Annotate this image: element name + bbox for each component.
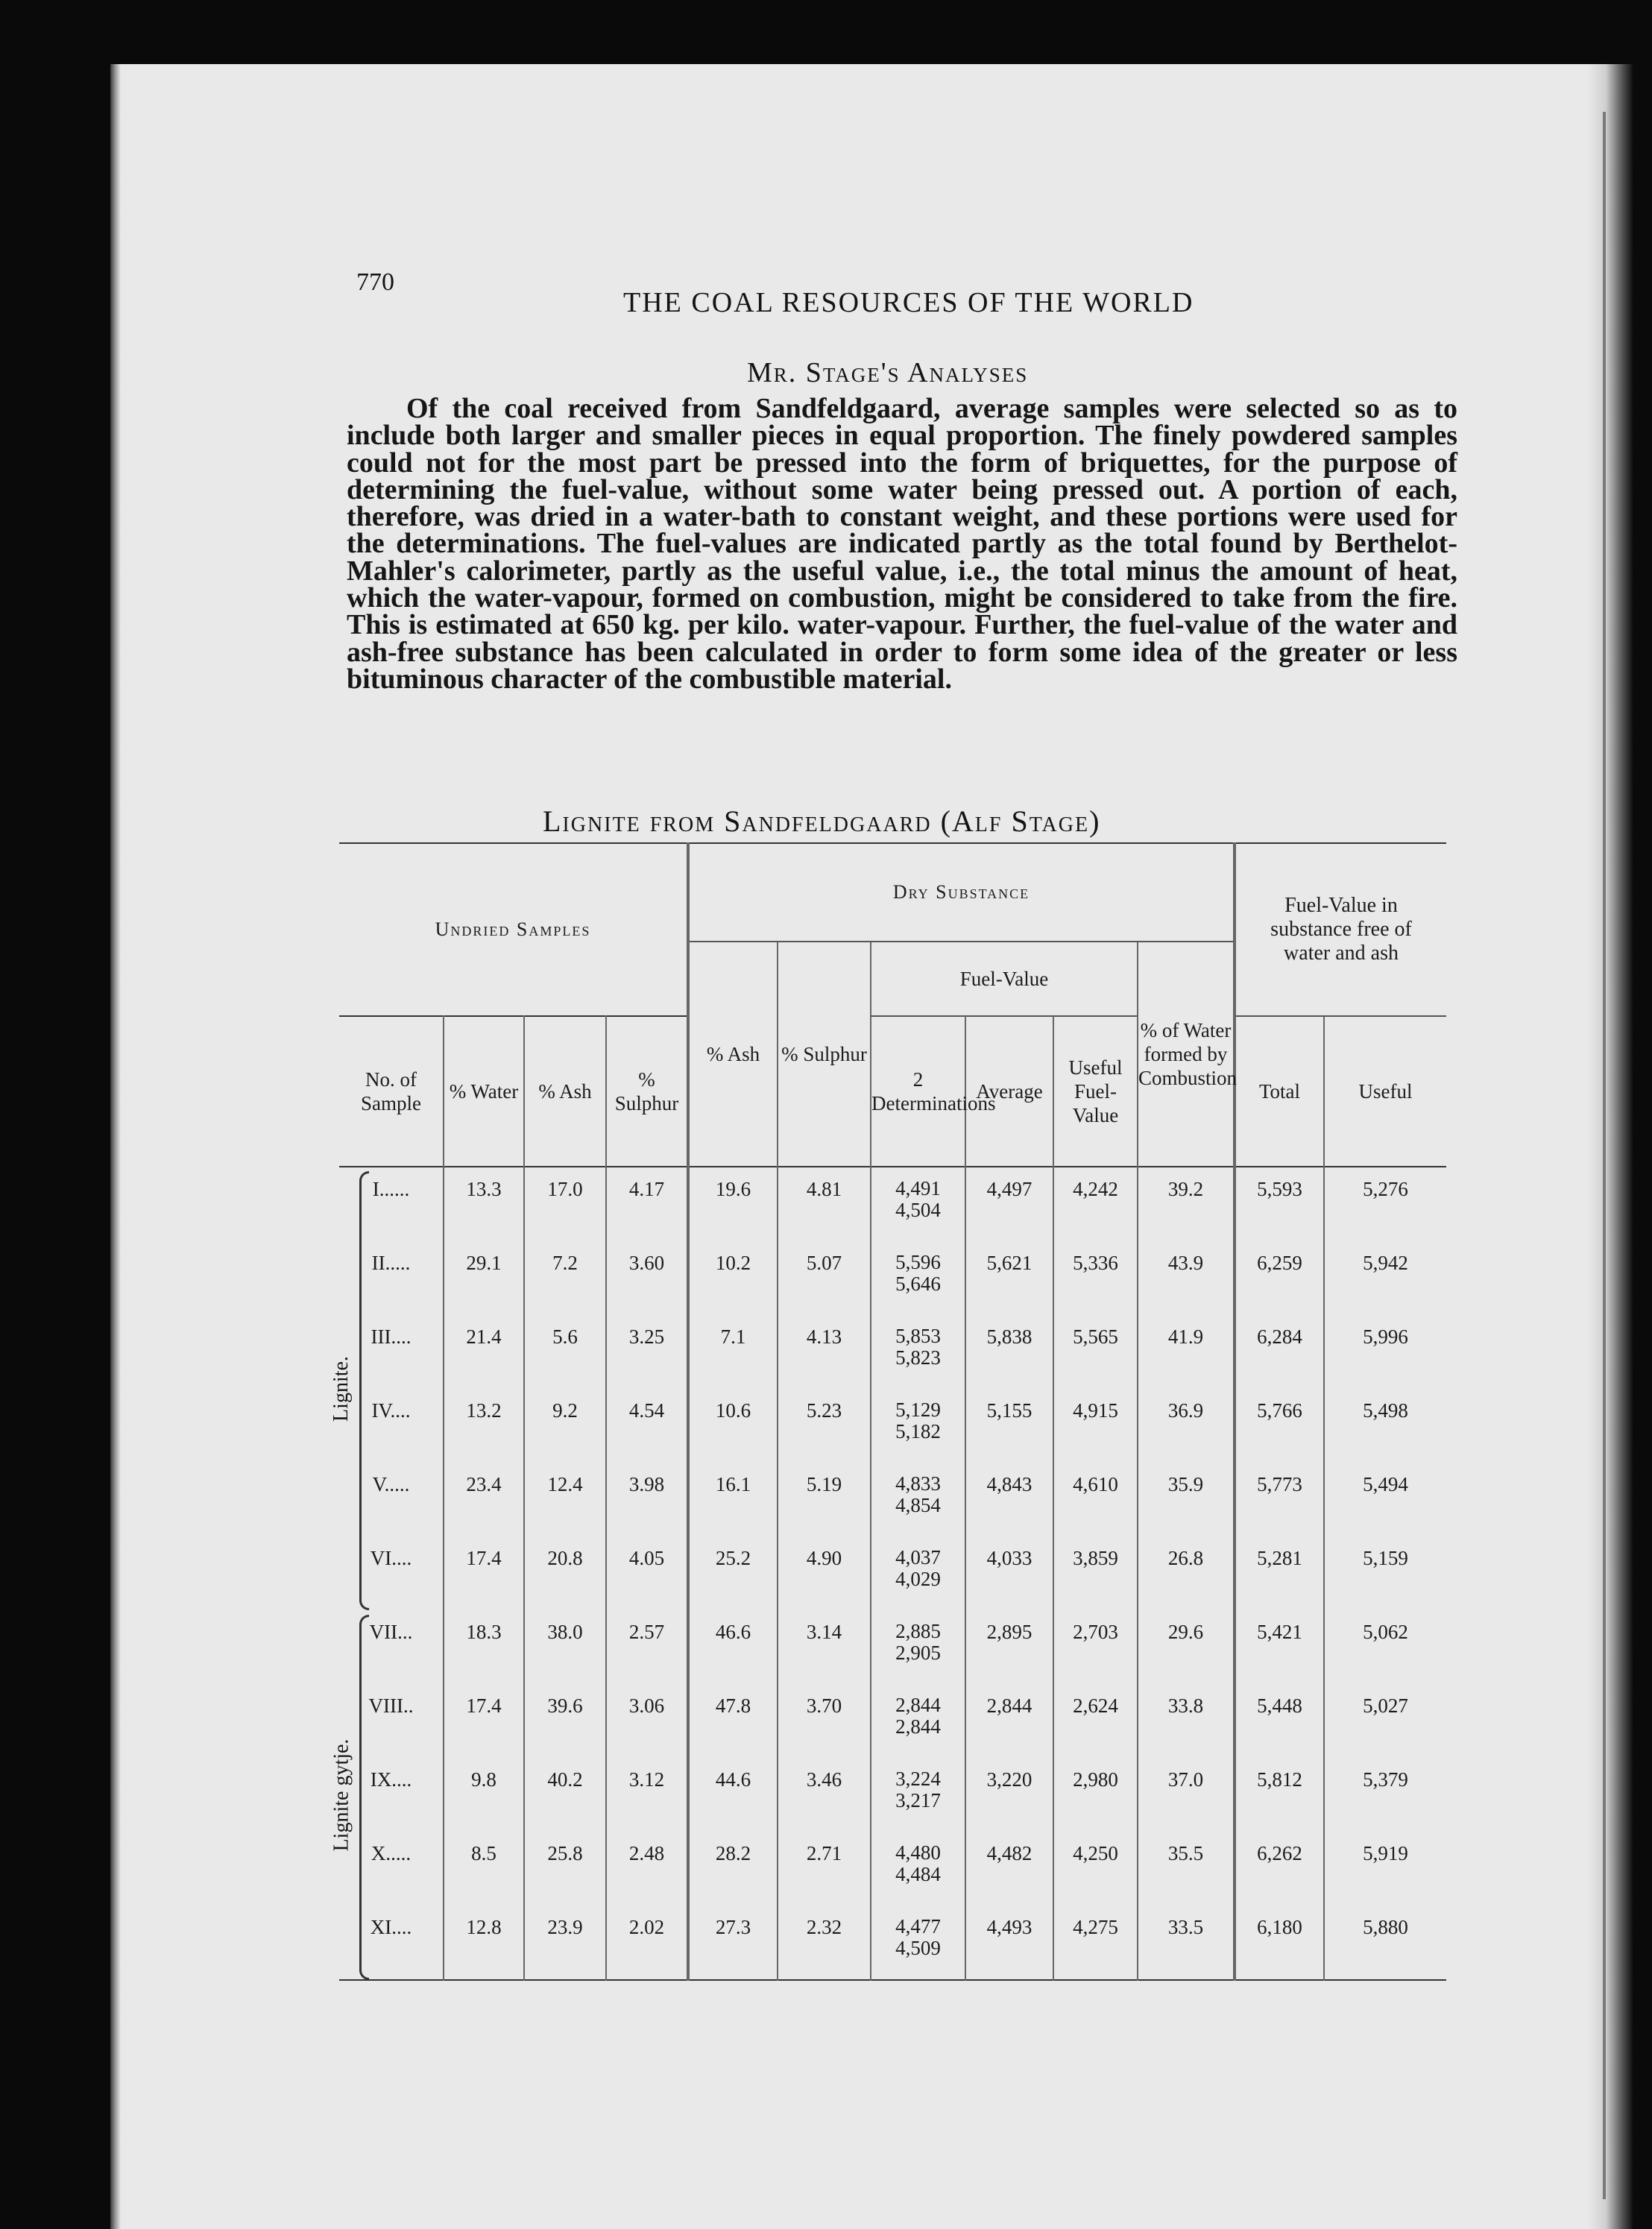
water-formed-cell: 36.9 bbox=[1138, 1389, 1235, 1463]
determination-1: 5,596 bbox=[895, 1251, 941, 1273]
table-body bbox=[339, 1167, 1446, 1980]
group-label-lignite: Lignite. bbox=[329, 1355, 353, 1422]
determination-2: 2,905 bbox=[895, 1642, 941, 1664]
dry-sulphur-header: % Sulphur bbox=[778, 942, 871, 1167]
sulphur-header: % Sulphur bbox=[606, 1016, 688, 1167]
water-formed-cell: 33.5 bbox=[1138, 1905, 1235, 1980]
table-row bbox=[339, 1905, 1446, 1980]
table-row bbox=[339, 1315, 1446, 1389]
analysis-table bbox=[339, 842, 1446, 1981]
dry-ash-cell: 7.1 bbox=[688, 1315, 778, 1389]
water-formed-cell: 39.2 bbox=[1138, 1167, 1235, 1241]
average-cell: 4,482 bbox=[965, 1832, 1053, 1905]
determinations-cell bbox=[871, 1241, 965, 1315]
total-cell: 5,766 bbox=[1235, 1389, 1324, 1463]
table-row bbox=[339, 1536, 1446, 1610]
water-cell: 23.4 bbox=[444, 1463, 524, 1536]
average-cell: 5,621 bbox=[965, 1241, 1053, 1315]
table-row bbox=[339, 1389, 1446, 1463]
average-cell: 3,220 bbox=[965, 1758, 1053, 1832]
determination-2: 5,182 bbox=[895, 1420, 941, 1443]
useful-cell: 5,880 bbox=[1324, 1905, 1446, 1980]
sulphur-cell: 3.98 bbox=[606, 1463, 688, 1536]
undried-samples-header: Undried Samples bbox=[435, 918, 591, 940]
average-cell: 4,843 bbox=[965, 1463, 1053, 1536]
water-cell: 29.1 bbox=[444, 1241, 524, 1315]
determination-1: 4,491 bbox=[895, 1177, 941, 1199]
determinations-cell bbox=[871, 1167, 965, 1241]
determination-2: 4,029 bbox=[895, 1568, 941, 1590]
water-header: % Water bbox=[444, 1016, 524, 1167]
useful-cell: 5,919 bbox=[1324, 1832, 1446, 1905]
water-formed-cell: 37.0 bbox=[1138, 1758, 1235, 1832]
water-cell: 12.8 bbox=[444, 1905, 524, 1980]
useful-fuel-value-cell: 2,624 bbox=[1053, 1684, 1138, 1758]
sample-number-cell: XI.... bbox=[370, 1916, 412, 1938]
sulphur-cell: 4.05 bbox=[606, 1536, 688, 1610]
ash-cell: 40.2 bbox=[524, 1758, 606, 1832]
dry-ash-cell: 47.8 bbox=[688, 1684, 778, 1758]
dry-sulphur-cell: 4.81 bbox=[778, 1167, 871, 1241]
water-cell: 8.5 bbox=[444, 1832, 524, 1905]
book-spine bbox=[1603, 112, 1606, 2199]
dry-ash-cell: 10.2 bbox=[688, 1241, 778, 1315]
useful-fuel-value-cell: 4,250 bbox=[1053, 1832, 1138, 1905]
dry-sulphur-cell: 5.23 bbox=[778, 1389, 871, 1463]
useful-cell: 5,942 bbox=[1324, 1241, 1446, 1315]
sulphur-cell: 4.17 bbox=[606, 1167, 688, 1241]
determination-2: 4,509 bbox=[895, 1937, 941, 1959]
determination-2: 4,484 bbox=[895, 1863, 941, 1885]
useful-fuel-value-cell: 3,859 bbox=[1053, 1536, 1138, 1610]
table-title: Lignite from Sandfeldgaard (Alf Stage) bbox=[543, 804, 1101, 838]
water-formed-cell: 43.9 bbox=[1138, 1241, 1235, 1315]
water-cell: 17.4 bbox=[444, 1536, 524, 1610]
total-cell: 6,180 bbox=[1235, 1905, 1324, 1980]
determination-1: 3,224 bbox=[895, 1768, 941, 1790]
table-row bbox=[339, 1832, 1446, 1905]
determination-1: 5,129 bbox=[895, 1399, 941, 1421]
section-heading: Mr. Stage's Analyses bbox=[747, 357, 1029, 388]
sample-number-cell: VIII.. bbox=[368, 1694, 414, 1717]
useful-cell: 5,027 bbox=[1324, 1684, 1446, 1758]
determination-2: 5,823 bbox=[895, 1346, 941, 1369]
dry-sulphur-cell: 5.07 bbox=[778, 1241, 871, 1315]
dry-sulphur-cell: 3.70 bbox=[778, 1684, 871, 1758]
determinations-cell bbox=[871, 1758, 965, 1832]
determination-1: 4,477 bbox=[895, 1915, 941, 1938]
determinations-cell bbox=[871, 1684, 965, 1758]
average-cell: 4,493 bbox=[965, 1905, 1053, 1980]
determinations-cell bbox=[871, 1610, 965, 1684]
determinations-cell bbox=[871, 1463, 965, 1536]
sulphur-cell: 2.57 bbox=[606, 1610, 688, 1684]
total-cell: 5,593 bbox=[1235, 1167, 1324, 1241]
useful-header: Useful bbox=[1324, 1016, 1446, 1167]
dry-sulphur-cell: 3.14 bbox=[778, 1610, 871, 1684]
determination-2: 5,646 bbox=[895, 1273, 941, 1295]
page-left-edge bbox=[110, 64, 121, 2229]
table-row bbox=[339, 1167, 1446, 1241]
dry-ash-cell: 28.2 bbox=[688, 1832, 778, 1905]
dry-ash-cell: 19.6 bbox=[688, 1167, 778, 1241]
determination-1: 2,885 bbox=[895, 1620, 941, 1642]
dry-sulphur-cell: 2.32 bbox=[778, 1905, 871, 1980]
sample-number-cell: III.... bbox=[371, 1325, 412, 1348]
total-cell: 6,284 bbox=[1235, 1315, 1324, 1389]
average-cell: 4,033 bbox=[965, 1536, 1053, 1610]
sample-number-cell: IX.... bbox=[370, 1768, 412, 1791]
average-cell: 5,155 bbox=[965, 1389, 1053, 1463]
useful-fuel-value-cell: 4,915 bbox=[1053, 1389, 1138, 1463]
body-paragraph: Of the coal received from Sandfeldgaard, average samples were selected so as to include both larger and smaller pieces in equal proportion. The finely powdered samples could not for the most part be pressed into the form of briquettes, for the purpose of determining the fuel-value, without some water being pressed out. A portion of each, therefore, was dried in a water-bath to constant weight, and these portions were used for the determinations. The fuel-values are indicated partly as the total found by Berthelot-Mahler's calorimeter, partly as the useful value, i.e., the total minus the amount of heat, which the water-vapour, formed on combustion, might be considered to take from the fire. This is estimated at 650 kg. per kilo. water-vapour. Further, the fuel-value of the water and ash-free substance has been calculated in order to form some idea of the greater or less bituminous character of the combustible material. bbox=[347, 393, 1457, 695]
table-row bbox=[339, 1684, 1446, 1758]
ash-cell: 12.4 bbox=[524, 1463, 606, 1536]
water-formed-cell: 41.9 bbox=[1138, 1315, 1235, 1389]
average-cell: 2,895 bbox=[965, 1610, 1053, 1684]
water-formed-cell: 33.8 bbox=[1138, 1684, 1235, 1758]
sulphur-cell: 3.25 bbox=[606, 1315, 688, 1389]
sample-number-cell: I...... bbox=[372, 1178, 410, 1200]
table-row bbox=[339, 1241, 1446, 1315]
ash-cell: 25.8 bbox=[524, 1832, 606, 1905]
dry-ash-header: % Ash bbox=[688, 942, 778, 1167]
sulphur-cell: 2.02 bbox=[606, 1905, 688, 1980]
ash-cell: 39.6 bbox=[524, 1684, 606, 1758]
useful-fuel-value-cell: 4,610 bbox=[1053, 1463, 1138, 1536]
determination-1: 4,037 bbox=[895, 1546, 941, 1569]
dry-ash-cell: 25.2 bbox=[688, 1536, 778, 1610]
table-header bbox=[339, 843, 1446, 1167]
determination-1: 4,480 bbox=[895, 1841, 941, 1864]
ash-cell: 20.8 bbox=[524, 1536, 606, 1610]
group-brace bbox=[359, 1171, 369, 1610]
water-formed-cell: 35.5 bbox=[1138, 1832, 1235, 1905]
dry-ash-cell: 27.3 bbox=[688, 1905, 778, 1980]
water-formed-cell: 35.9 bbox=[1138, 1463, 1235, 1536]
useful-fuel-value-cell: 4,242 bbox=[1053, 1167, 1138, 1241]
useful-fuel-value-header: Useful Fuel-Value bbox=[1053, 1016, 1138, 1167]
average-header: Average bbox=[965, 1016, 1053, 1167]
sample-number-cell: VII... bbox=[369, 1621, 413, 1643]
useful-cell: 5,159 bbox=[1324, 1536, 1446, 1610]
dry-substance-header: Dry Substance bbox=[688, 843, 1235, 942]
water-formed-cell: 29.6 bbox=[1138, 1610, 1235, 1684]
useful-fuel-value-cell: 2,980 bbox=[1053, 1758, 1138, 1832]
dry-sulphur-cell: 4.13 bbox=[778, 1315, 871, 1389]
ash-cell: 7.2 bbox=[524, 1241, 606, 1315]
dry-sulphur-cell: 2.71 bbox=[778, 1832, 871, 1905]
sulphur-cell: 2.48 bbox=[606, 1832, 688, 1905]
dry-ash-cell: 16.1 bbox=[688, 1463, 778, 1536]
group-label-lignite-gytje: Lignite gytje. bbox=[329, 1738, 353, 1852]
page-number: 770 bbox=[356, 268, 394, 296]
useful-cell: 5,379 bbox=[1324, 1758, 1446, 1832]
sample-number-cell: IV.... bbox=[371, 1399, 411, 1422]
determination-2: 2,844 bbox=[895, 1715, 941, 1738]
table-row bbox=[339, 1758, 1446, 1832]
useful-cell: 5,996 bbox=[1324, 1315, 1446, 1389]
group-brace bbox=[359, 1615, 369, 1980]
determinations-cell bbox=[871, 1536, 965, 1610]
fuel-value-header: Fuel-Value bbox=[871, 942, 1138, 1016]
dry-sulphur-cell: 5.19 bbox=[778, 1463, 871, 1536]
table-row bbox=[339, 1610, 1446, 1684]
sample-number-cell: II..... bbox=[371, 1252, 411, 1274]
dry-sulphur-cell: 4.90 bbox=[778, 1536, 871, 1610]
ash-header: % Ash bbox=[524, 1016, 606, 1167]
sulphur-cell: 4.54 bbox=[606, 1389, 688, 1463]
sample-number-cell: X..... bbox=[371, 1842, 412, 1864]
ash-cell: 5.6 bbox=[524, 1315, 606, 1389]
useful-fuel-value-cell: 5,565 bbox=[1053, 1315, 1138, 1389]
determination-1: 2,844 bbox=[895, 1694, 941, 1716]
ash-cell: 23.9 bbox=[524, 1905, 606, 1980]
ash-cell: 17.0 bbox=[524, 1167, 606, 1241]
determination-1: 4,833 bbox=[895, 1472, 941, 1495]
water-cell: 9.8 bbox=[444, 1758, 524, 1832]
total-cell: 5,812 bbox=[1235, 1758, 1324, 1832]
sample-number-cell: VI.... bbox=[370, 1547, 412, 1569]
useful-cell: 5,062 bbox=[1324, 1610, 1446, 1684]
dry-ash-cell: 44.6 bbox=[688, 1758, 778, 1832]
dry-ash-cell: 46.6 bbox=[688, 1610, 778, 1684]
ash-cell: 38.0 bbox=[524, 1610, 606, 1684]
determinations-header: 2 Determinations bbox=[871, 1016, 965, 1167]
useful-fuel-value-cell: 4,275 bbox=[1053, 1905, 1138, 1980]
total-cell: 6,259 bbox=[1235, 1241, 1324, 1315]
useful-fuel-value-cell: 2,703 bbox=[1053, 1610, 1138, 1684]
dry-sulphur-cell: 3.46 bbox=[778, 1758, 871, 1832]
sulphur-cell: 3.12 bbox=[606, 1758, 688, 1832]
determinations-cell bbox=[871, 1389, 965, 1463]
useful-cell: 5,276 bbox=[1324, 1167, 1446, 1241]
water-cell: 18.3 bbox=[444, 1610, 524, 1684]
water-cell: 17.4 bbox=[444, 1684, 524, 1758]
total-cell: 6,262 bbox=[1235, 1832, 1324, 1905]
water-cell: 21.4 bbox=[444, 1315, 524, 1389]
water-formed-cell: 26.8 bbox=[1138, 1536, 1235, 1610]
ash-free-fuel-value-header: Fuel-Value in substance free of water and ash bbox=[1235, 843, 1446, 1016]
determinations-cell bbox=[871, 1905, 965, 1980]
determinations-cell bbox=[871, 1315, 965, 1389]
sulphur-cell: 3.60 bbox=[606, 1241, 688, 1315]
water-cell: 13.2 bbox=[444, 1389, 524, 1463]
average-cell: 5,838 bbox=[965, 1315, 1053, 1389]
determinations-cell bbox=[871, 1832, 965, 1905]
ash-cell: 9.2 bbox=[524, 1389, 606, 1463]
water-cell: 13.3 bbox=[444, 1167, 524, 1241]
total-header: Total bbox=[1235, 1016, 1324, 1167]
average-cell: 2,844 bbox=[965, 1684, 1053, 1758]
running-head: THE COAL RESOURCES OF THE WORLD bbox=[623, 287, 1194, 318]
determination-2: 3,217 bbox=[895, 1789, 941, 1812]
determination-2: 4,504 bbox=[895, 1199, 941, 1221]
table-row bbox=[339, 1463, 1446, 1536]
useful-cell: 5,498 bbox=[1324, 1389, 1446, 1463]
determination-1: 5,853 bbox=[895, 1325, 941, 1347]
total-cell: 5,448 bbox=[1235, 1684, 1324, 1758]
dry-ash-cell: 10.6 bbox=[688, 1389, 778, 1463]
sulphur-cell: 3.06 bbox=[606, 1684, 688, 1758]
determination-2: 4,854 bbox=[895, 1494, 941, 1516]
sample-number-cell: V..... bbox=[372, 1473, 410, 1495]
total-cell: 5,421 bbox=[1235, 1610, 1324, 1684]
water-formed-header: % of Water formed by Combustion bbox=[1138, 942, 1235, 1167]
total-cell: 5,773 bbox=[1235, 1463, 1324, 1536]
useful-cell: 5,494 bbox=[1324, 1463, 1446, 1536]
average-cell: 4,497 bbox=[965, 1167, 1053, 1241]
page-right-edge bbox=[1588, 64, 1633, 2229]
useful-fuel-value-cell: 5,336 bbox=[1053, 1241, 1138, 1315]
sample-number-header: No. of Sample bbox=[361, 1068, 421, 1114]
total-cell: 5,281 bbox=[1235, 1536, 1324, 1610]
